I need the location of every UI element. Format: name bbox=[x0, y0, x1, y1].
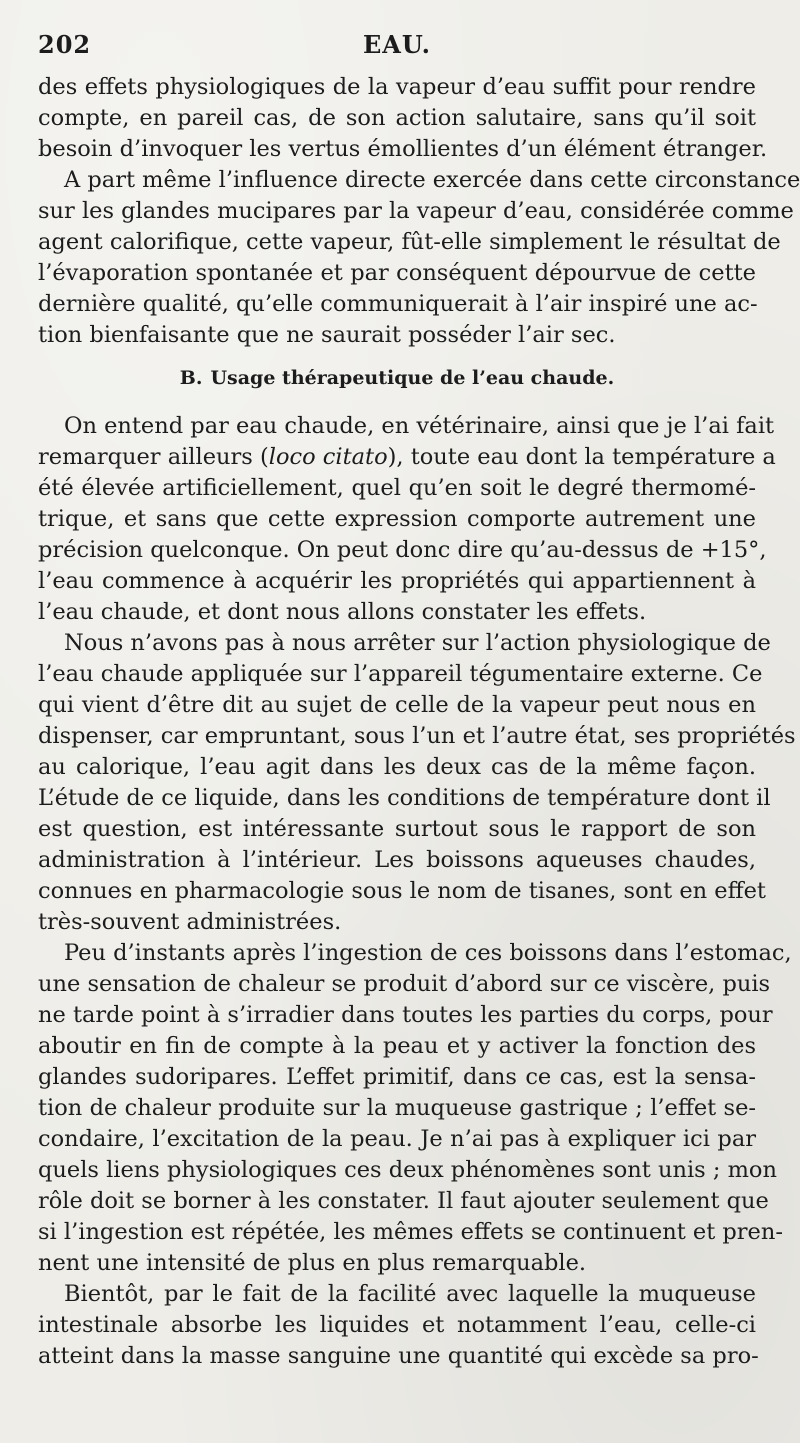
text-line: sur les glandes mucipares par la vapeur d’eau, considérée comme bbox=[38, 198, 794, 224]
text-line: A part même l’influence directe exercée dans cette circonstance bbox=[64, 167, 800, 193]
text-line: intestinale absorbe les liquides et notamment l’eau, celle-ci bbox=[38, 1312, 756, 1338]
text-fragment: ), toute eau dont la température a bbox=[387, 444, 776, 470]
italic-citation: loco citato bbox=[268, 444, 388, 470]
text-line: très-souvent administrées. bbox=[38, 909, 342, 935]
text-line: au calorique, l’eau agit dans les deux cas de la même façon. bbox=[38, 754, 756, 780]
text-line: Peu d’instants après l’ingestion de ces boissons dans l’estomac, bbox=[64, 940, 792, 966]
text-line: quels liens physiologiques ces deux phénomènes sont unis ; mon bbox=[38, 1157, 777, 1183]
text-line: l’évaporation spontanée et par conséquent dépourvue de cette bbox=[38, 260, 756, 286]
text-line: compte, en pareil cas, de son action salutaire, sans qu’il soit bbox=[38, 105, 756, 131]
text-line: l’eau chaude, et dont nous allons constater les effets. bbox=[38, 599, 647, 625]
text-line: glandes sudoripares. L’effet primitif, dans ce cas, est la sensa- bbox=[38, 1064, 756, 1090]
text-line: connues en pharmacologie sous le nom de tisanes, sont en effet bbox=[38, 878, 766, 904]
text-line: trique, et sans que cette expression comporte autrement une bbox=[38, 506, 756, 532]
text-line: été élevée artificiellement, quel qu’en soit le degré thermomé- bbox=[38, 475, 756, 501]
paragraph-6 bbox=[38, 1279, 759, 1372]
text-line: tion de chaleur produite sur la muqueuse gastrique ; l’effet se- bbox=[38, 1095, 756, 1121]
text-line: si l’ingestion est répétée, les mêmes effets se continuent et pren- bbox=[38, 1219, 783, 1245]
text-line bbox=[38, 442, 776, 473]
text-line: dernière qualité, qu’elle communiquerait à l’air inspiré une ac- bbox=[38, 291, 758, 317]
text-line: nent une intensité de plus en plus remarquable. bbox=[38, 1250, 587, 1276]
text-line: l’eau commence à acquérir les propriétés qui appartiennent à bbox=[38, 568, 756, 594]
section-title: Usage thérapeutique de l’eau chaude. bbox=[210, 367, 615, 389]
paragraph-4 bbox=[38, 628, 796, 938]
text-line: dispenser, car empruntant, sous l’un et l’autre état, ses propriétés bbox=[38, 723, 796, 749]
page-number: 202 bbox=[38, 30, 92, 59]
section-heading bbox=[38, 351, 756, 411]
text-line: une sensation de chaleur se produit d’abord sur ce viscère, puis bbox=[38, 971, 771, 997]
paragraph-1 bbox=[38, 72, 768, 165]
text-line: l’eau chaude appliquée sur l’appareil tégumentaire externe. Ce bbox=[38, 661, 763, 687]
text-line: atteint dans la masse sanguine une quantité qui excède sa pro- bbox=[38, 1343, 759, 1369]
text-line: rôle doit se borner à les constater. Il faut ajouter seulement que bbox=[38, 1188, 769, 1214]
text-fragment: remarquer ailleurs ( bbox=[38, 444, 269, 470]
body-text bbox=[38, 72, 800, 1372]
text-line: agent calorifique, cette vapeur, fût-elle simplement le résultat de bbox=[38, 229, 781, 255]
text-line: Bientôt, par le fait de la facilité avec laquelle la muqueuse bbox=[64, 1281, 756, 1307]
text-line: précision quelconque. On peut donc dire qu’au-dessus de +15°, bbox=[38, 537, 767, 563]
text-line: besoin d’invoquer les vertus émollientes d’un élément étranger. bbox=[38, 136, 768, 162]
text-line: On entend par eau chaude, en vétérinaire, ainsi que je l’ai fait bbox=[64, 413, 775, 439]
text-line: est question, est intéressante surtout sous le rapport de son bbox=[38, 816, 756, 842]
text-line: des effets physiologiques de la vapeur d’eau suffit pour rendre bbox=[38, 74, 756, 100]
paragraph-3 bbox=[38, 411, 776, 628]
text-line: ne tarde point à s’irradier dans toutes les parties du corps, pour bbox=[38, 1002, 773, 1028]
section-letter: B. bbox=[179, 367, 203, 389]
paragraph-5 bbox=[38, 938, 792, 1279]
text-line: qui vient d’être dit au sujet de celle de la vapeur peut nous en bbox=[38, 692, 756, 718]
paragraph-2 bbox=[38, 165, 800, 351]
text-line: tion bienfaisante que ne saurait posséder l’air sec. bbox=[38, 322, 616, 348]
text-line: L’étude de ce liquide, dans les conditions de température dont il bbox=[38, 785, 771, 811]
text-line: Nous n’avons pas à nous arrêter sur l’action physiologique de bbox=[64, 630, 771, 656]
text-line: condaire, l’excitation de la peau. Je n’ai pas à expliquer ici par bbox=[38, 1126, 756, 1152]
text-line: aboutir en fin de compte à la peau et y activer la fonction des bbox=[38, 1033, 756, 1059]
text-line: administration à l’intérieur. Les boissons aqueuses chaudes, bbox=[38, 847, 756, 873]
running-title: EAU. bbox=[363, 30, 431, 59]
running-head bbox=[38, 22, 756, 72]
